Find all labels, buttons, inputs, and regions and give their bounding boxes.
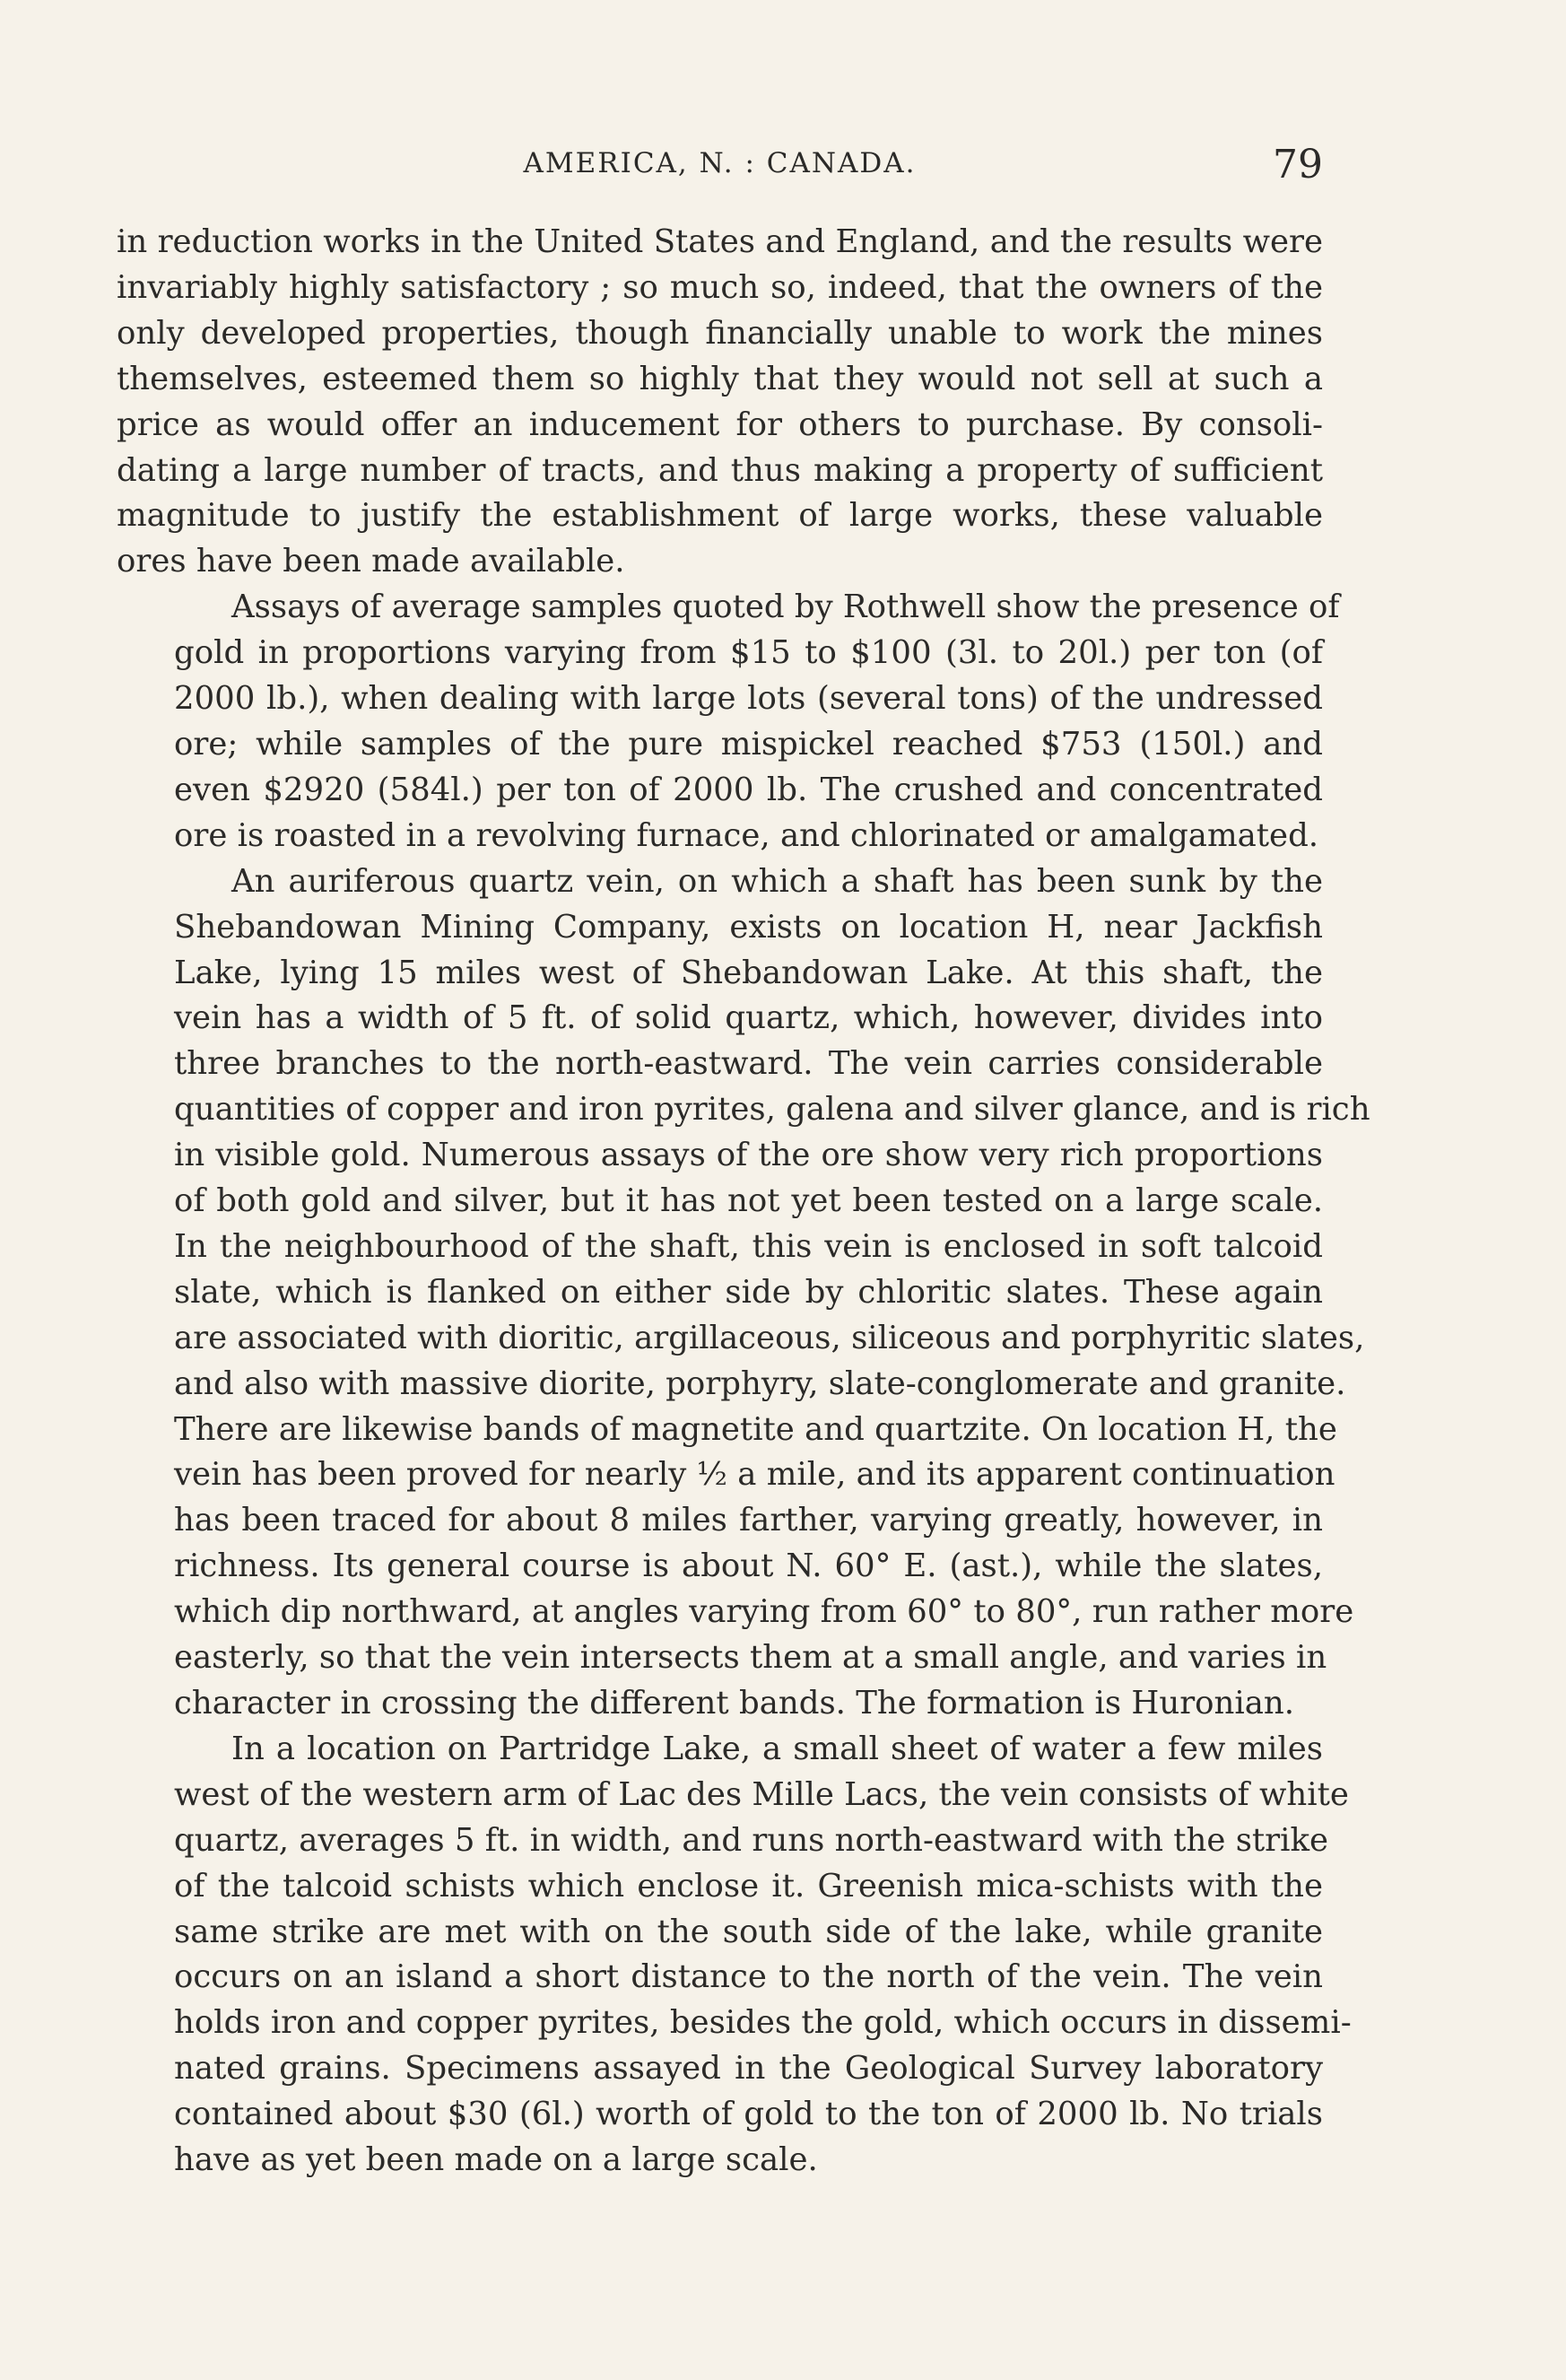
text-line: richness. Its general course is about N. 60° E. (ast.), while the slates, [174, 1547, 1323, 1585]
text-line: slate, which is flanked on either side by chloritic slates. These again [174, 1273, 1323, 1311]
text-line: in reduction works in the United States and England, and the results were [117, 223, 1323, 260]
paragraph [117, 220, 1323, 585]
text-line: and also with massive diorite, porphyry, slate-conglomerate and granite. [174, 1364, 1346, 1402]
paragraph [117, 585, 1340, 859]
text-line: invariably highly satisfactory ; so much so, indeed, that the owners of the [117, 268, 1323, 306]
text-line: has been traced for about 8 miles farther, varying greatly, however, in [174, 1502, 1323, 1539]
text-line: of both gold and silver, but it has not yet been tested on a large scale. [174, 1182, 1323, 1220]
text-line: In a location on Partridge Lake, a small sheet of water a few miles [231, 1730, 1323, 1767]
text-line: contained about $30 (6l.) worth of gold to the ton of 2000 lb. No trials [174, 2096, 1323, 2133]
body-text [117, 220, 1370, 2184]
text-line: only developed properties, though financially unable to work the mines [117, 314, 1323, 352]
text-line: quartz, averages 5 ft. in width, and runs north-eastward with the strike [174, 1821, 1329, 1859]
text-line: gold in proportions varying from $15 to $100 (3l. to 20l.) per ton (of [174, 634, 1323, 672]
text-line: Assays of average samples quoted by Rothwell show the presence of [231, 588, 1340, 626]
text-line: vein has a width of 5 ft. of solid quartz, which, however, divides into [174, 999, 1323, 1037]
text-line: dating a large number of tracts, and thus making a property of sufficient [117, 451, 1323, 489]
text-line: ore is roasted in a revolving furnace, and chlorinated or amalgamated. [174, 816, 1319, 854]
text-line: There are likewise bands of magnetite and quartzite. On location H, the [174, 1410, 1337, 1448]
paragraph [117, 859, 1370, 1727]
text-line: west of the western arm of Lac des Mille Lacs, the vein consists of white [174, 1775, 1349, 1813]
text-line: holds iron and copper pyrites, besides the gold, which occurs in dissemi- [174, 2004, 1352, 2042]
text-line: nated grains. Specimens assayed in the Geological Survey laboratory [174, 2050, 1323, 2088]
text-line: in visible gold. Numerous assays of the ore show very rich proportions [174, 1137, 1323, 1174]
running-head [117, 142, 1323, 196]
text-line: are associated with dioritic, argillaceous, siliceous and porphyritic slates, [174, 1319, 1365, 1356]
text-line: An auriferous quartz vein, on which a shaft has been sunk by the [231, 862, 1323, 900]
page-number: 79 [1273, 142, 1323, 187]
running-title: AMERICA, N. : CANADA. [523, 147, 917, 179]
text-line: Lake, lying 15 miles west of Shebandowan Lake. At this shaft, the [174, 954, 1323, 991]
text-line: have as yet been made on a large scale. [174, 2141, 818, 2179]
text-line: even $2920 (584l.) per ton of 2000 lb. The crushed and concentrated [174, 771, 1323, 808]
text-line: themselves, esteemed them so highly that they would not sell at such a [117, 360, 1323, 397]
text-line: of the talcoid schists which enclose it. Greenish mica-schists with the [174, 1867, 1323, 1905]
text-line: 2000 lb.), when dealing with large lots (several tons) of the undressed [174, 680, 1323, 718]
text-line: which dip northward, at angles varying from 60° to 80°, run rather more [174, 1593, 1354, 1631]
text-line: occurs on an island a short distance to the north of the vein. The vein [174, 1958, 1323, 1996]
text-line: vein has been proved for nearly ½ a mile, and its apparent continuation [174, 1456, 1335, 1494]
text-line: ore; while samples of the pure mispickel reached $753 (150l.) and [174, 725, 1323, 763]
text-line: ores have been made available. [117, 543, 625, 580]
text-line: easterly, so that the vein intersects them at a small angle, and varies in [174, 1639, 1327, 1677]
text-line: three branches to the north-eastward. The vein carries considerable [174, 1045, 1323, 1083]
text-line: character in crossing the different bands. The formation is Huronian. [174, 1685, 1295, 1722]
paragraph [117, 1727, 1352, 2184]
text-line: same strike are met with on the south side of the lake, while granite [174, 1913, 1323, 1950]
text-line: price as would offer an inducement for others to purchase. By consoli- [117, 405, 1323, 443]
text-line: Shebandowan Mining Company, exists on location H, near Jackfish [174, 908, 1323, 946]
text-line: In the neighbourhood of the shaft, this vein is enclosed in soft talcoid [174, 1227, 1323, 1265]
text-line: quantities of copper and iron pyrites, galena and silver glance, and is rich [174, 1091, 1370, 1129]
text-line: magnitude to justify the establishment of large works, these valuable [117, 497, 1323, 535]
